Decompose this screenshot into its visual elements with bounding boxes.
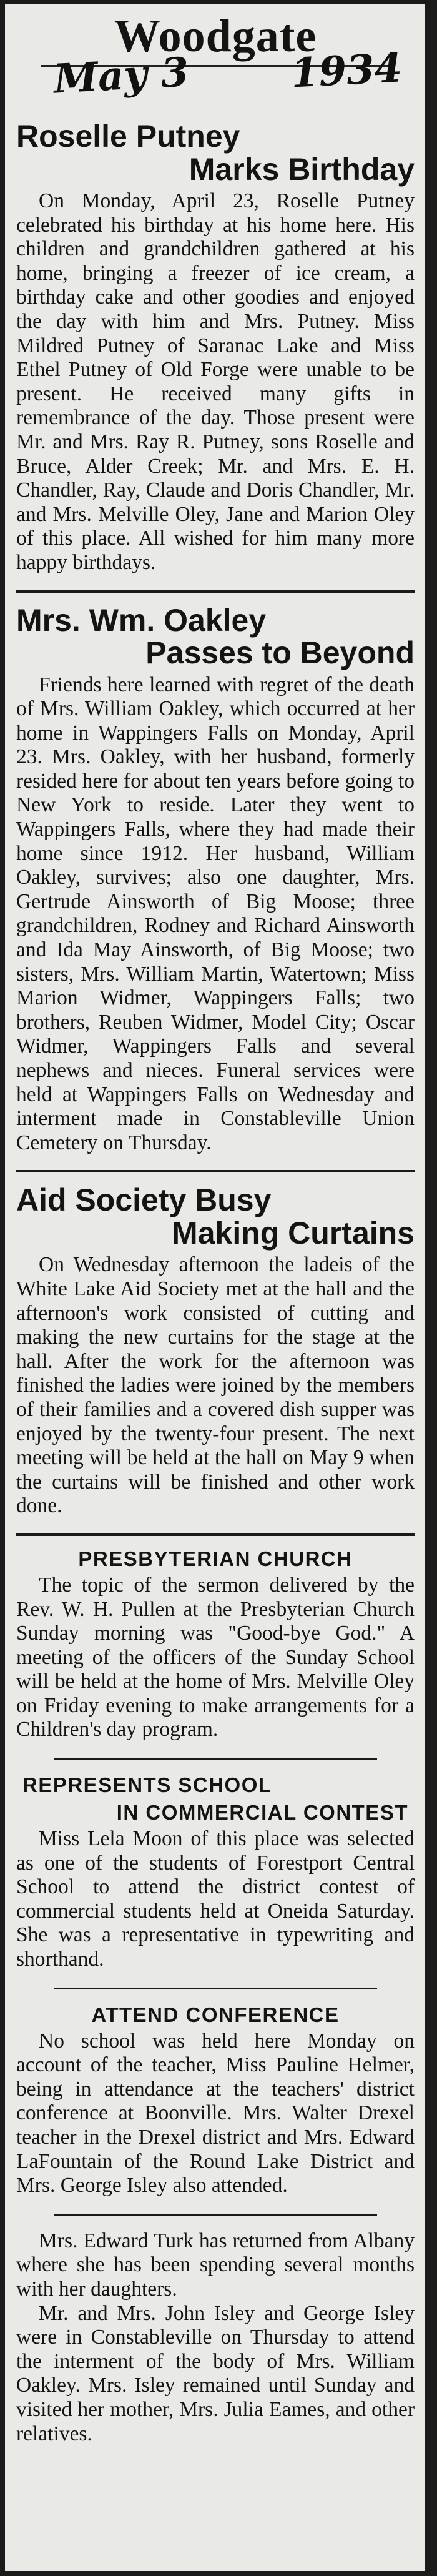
headline-line1: Roselle Putney	[16, 119, 240, 154]
subheadline: PRESBYTERIAN CHURCH	[78, 1547, 353, 1570]
article-represents-school	[16, 1773, 415, 1972]
personals	[16, 2229, 415, 2446]
section-divider	[54, 2214, 377, 2216]
article-roselle-putney	[16, 120, 415, 575]
headline-line1: Mrs. Wm. Oakley	[16, 602, 267, 638]
article-body: No school was held here Monday on account of the teacher, Miss Pauline Helmer, being in attendance at the teachers' district conference at Boonville. Mrs. Walter Drexel teacher in the Drexel district and Mrs. Edward LaFountain of the Round Lake District and Mrs. George Isley also attended.	[16, 2029, 415, 2197]
personal-item: Mr. and Mrs. John Isley and George Isley were in Constableville on Thursday to attend the interment of the body of Mrs. William Oakley. Mrs. Isley remained until Sunday and visited her mother, Mrs. Julia Eames, and other relatives.	[16, 2301, 415, 2445]
personal-item: Mrs. Edward Turk has returned from Albany where she has been spending several months with her daughters.	[16, 2229, 415, 2301]
article-attend-conference	[16, 2003, 415, 2198]
headline-line2: Marks Birthday	[189, 151, 415, 187]
subheadline-line1: REPRESENTS SCHOOL	[22, 1773, 272, 1797]
section-divider	[16, 1533, 415, 1536]
article-aid-society	[16, 1184, 415, 1518]
article-presbyterian-church	[16, 1547, 415, 1742]
headline-line2: Passes to Beyond	[145, 635, 415, 670]
headline-line2: Making Curtains	[172, 1215, 415, 1251]
article-body: On Wednesday afternoon the ladeis of the White Lake Aid Society met at the hall and the afternoon's work consisted of cutting and making the new curtains for the stage at the hall. After the work for the afternoon was finished the ladies were joined by the members of their families and a covered dish supper was enjoyed by the twenty-four present. The next meeting will be held at the hall on May 9 when the curtains will be finished and other work done.	[16, 1253, 415, 1518]
article-body: Miss Lela Moon of this place was selected as one of the students of Forestport Central School to attend the district contest of commercial students held at Oneida Saturday. She was a representative in typewriting and shorthand.	[16, 1827, 415, 1971]
masthead	[16, 9, 415, 115]
masthead-title: Woodgate	[114, 11, 317, 62]
handwritten-date: May 3	[52, 49, 190, 103]
headline-line1: Aid Society Busy	[16, 1182, 272, 1218]
section-divider	[54, 1758, 377, 1760]
article-body: The topic of the sermon delivered by the Rev. W. H. Pullen at the Presbyterian Church Sunday morning was "Good-bye God." A meeting of the officers of the Sunday School will be held at the home of Mrs. Melville Oley on Friday evening to make arrangements for a Children's day program.	[16, 1573, 415, 1741]
article-body: Friends here learned with regret of the death of Mrs. William Oakley, which occurred at her home in Wappingers Falls on Monday, April 23. Mrs. Oakley, with her husband, formerly resided here for about ten years before going to New York to reside. Later they went to Wappingers Falls, where they had made their home since 1912. Her husband, William Oakley, survives; also one daughter, Mrs. Gertrude Ainsworth of Big Moose; three grandchildren, Rodney and Richard Ainsworth and Ida May Ainsworth, of Big Moose; two sisters, Mrs. William Martin, Watertown; Miss Marion Widmer, Wappingers Falls; two brothers, Reuben Widmer, Model City; Oscar Widmer, Wappingers Falls and several nephews and nieces. Funeral services were held at Wappingers Falls on Wednesday and interment made in Constableville Union Cemetery on Thursday.	[16, 673, 415, 1154]
article-mrs-oakley	[16, 604, 415, 1156]
subheadline-line2: IN COMMERCIAL CONTEST	[116, 1801, 408, 1825]
newspaper-clipping	[5, 4, 425, 2571]
subheadline: ATTEND CONFERENCE	[91, 2003, 340, 2026]
article-body: On Monday, April 23, Roselle Putney celebrated his birthday at his home here. His children and grandchildren gathered at his home, bringing a freezer of ice cream, a birthday cake and other goodies and enjoyed the day with him and Mrs. Putney. Miss Mildred Putney of Saranac Lake and Miss Ethel Putney of Old Forge were unable to be present. He received many gifts in remembrance of the day. Those present were Mr. and Mrs. Ray R. Putney, sons Roselle and Bruce, Alder Creek; Mr. and Mrs. E. H. Chandler, Ray, Claude and Doris Chandler, Mr. and Mrs. Melville Oley, Jane and Marion Oley of this place. All wished for him many more happy birthdays.	[16, 189, 415, 574]
section-divider	[16, 1170, 415, 1172]
handwritten-year: 1934	[290, 44, 403, 97]
section-divider	[16, 590, 415, 593]
section-divider	[54, 1988, 377, 1989]
